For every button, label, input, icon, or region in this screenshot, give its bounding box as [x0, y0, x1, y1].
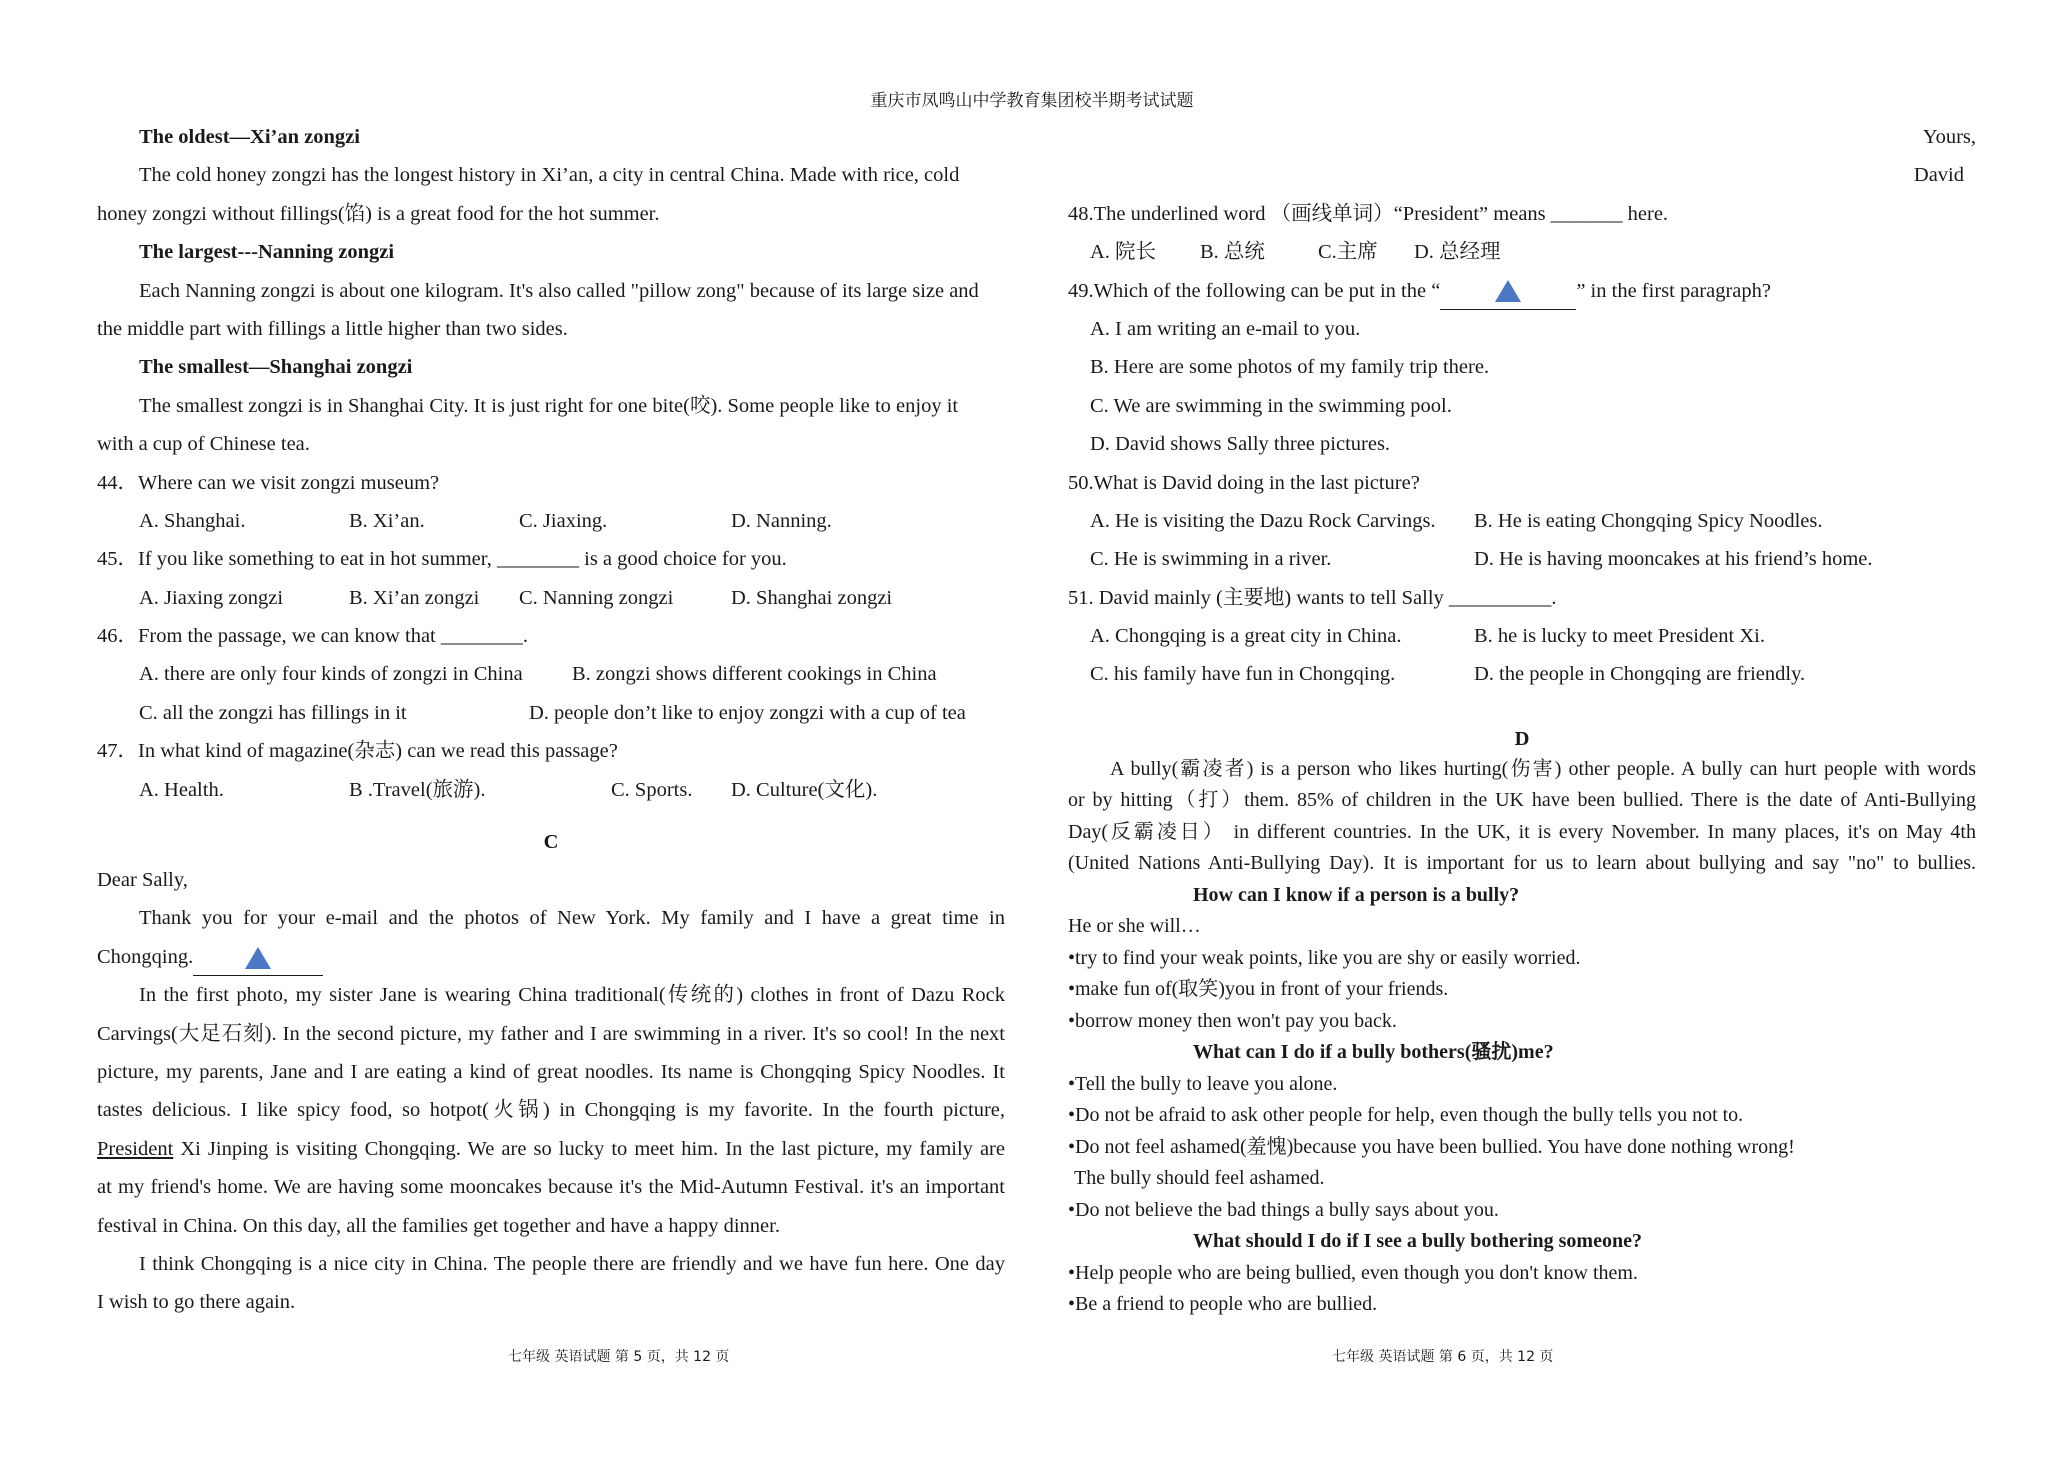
option: B. Xi’an.	[349, 509, 425, 532]
option: D. Shanghai zongzi	[731, 586, 893, 609]
option: B. Xi’an zongzi	[349, 586, 480, 609]
list-item: •try to find your weak points, like you are shy or easily worried.	[1068, 946, 1581, 969]
question-44: 44．Where can we visit zongzi museum?	[97, 471, 440, 494]
paragraph-line: I wish to go there again.	[97, 1291, 296, 1314]
option: D. Nanning.	[731, 509, 832, 532]
question-46-options	[97, 694, 1005, 732]
list-item: The bully should feel ashamed.	[1074, 1167, 1325, 1190]
letter-closing: Yours,	[1922, 126, 1976, 148]
paragraph-line	[97, 1130, 1005, 1168]
question-44-options	[97, 502, 1005, 540]
paragraph-line: In the first photo, my sister Jane is wearing China traditional(传统的) clothes in front of Dazu Rock	[139, 984, 1005, 1007]
option: D. 总经理	[1414, 241, 1501, 264]
option: D. the people in Chongqing are friendly.	[1474, 663, 1806, 686]
paragraph-line: honey zongzi without fillings(馅) is a great food for the hot summer.	[97, 202, 660, 225]
option: C. He is swimming in a river.	[1090, 548, 1332, 571]
option: A. Chongqing is a great city in China.	[1090, 625, 1402, 648]
page-footer-right: 七年级 英语试题 第 6 页，共 12 页	[1332, 1349, 1554, 1365]
subheading: How can I know if a person is a bully?	[1193, 883, 1520, 906]
paragraph-line: The smallest zongzi is in Shanghai City. It is just right for one bite(咬). Some people like to enjoy it	[139, 394, 959, 417]
question-45-options	[97, 579, 1005, 617]
question-49	[1068, 272, 1976, 310]
list-item: •make fun of(取笑)you in front of your friends.	[1068, 978, 1449, 1001]
question-51-options	[1068, 655, 1976, 693]
option: D. David shows Sally three pictures.	[1090, 433, 1391, 456]
right-column	[1068, 118, 1976, 1321]
paragraph-line: at my friend's home. We are having some mooncakes because it's the Mid-Autumn Festival. it's an important	[97, 1176, 1005, 1199]
option: A. Jiaxing zongzi	[139, 586, 284, 609]
paragraph-text: Xi Jinping is visiting Chongqing. We are so lucky to meet him. In the last picture, my family are	[173, 1137, 1005, 1160]
option: B .Travel(旅游).	[349, 778, 486, 801]
paragraph-text: Chongqing.	[97, 945, 194, 968]
option: C.主席	[1318, 241, 1378, 264]
option: C. We are swimming in the swimming pool.	[1090, 394, 1452, 417]
paragraph-line: Thank you for your e-mail and the photos of New York. My family and I have a great time in	[139, 907, 1005, 930]
question-47-options	[97, 771, 1005, 809]
list-item: •Help people who are being bullied, even though you don't know them.	[1068, 1261, 1638, 1284]
option: B. He is eating Chongqing Spicy Noodles.	[1474, 509, 1823, 532]
paragraph-line: A bully(霸凌者) is a person who likes hurting(伤害) other people. A bully can hurt people with words	[1110, 757, 1976, 780]
heading-largest: The largest---Nanning zongzi	[139, 241, 395, 264]
question-46-options	[97, 655, 1005, 693]
option: C. Jiaxing.	[519, 509, 608, 532]
option: D. Culture(文化).	[731, 778, 878, 801]
option: B. Here are some photos of my family trip there.	[1090, 356, 1490, 379]
paragraph-line: Carvings(大足石刻). In the second picture, my father and I are swimming in a river. It's so cool! In the next	[97, 1022, 1005, 1045]
subheading: What should I do if I see a bully bothering someone?	[1193, 1230, 1642, 1253]
question-text: ” in the first paragraph?	[1576, 279, 1771, 302]
option: C. his family have fun in Chongqing.	[1090, 663, 1396, 686]
option: B. he is lucky to meet President Xi.	[1474, 625, 1765, 648]
option: B. zongzi shows different cookings in China	[572, 663, 937, 686]
list-item: •Be a friend to people who are bullied.	[1068, 1293, 1378, 1316]
subheading: What can I do if a bully bothers(骚扰)me?	[1193, 1041, 1554, 1064]
question-50-options	[1068, 540, 1976, 578]
heading-oldest: The oldest—Xi’an zongzi	[139, 126, 360, 148]
paragraph-line: picture, my parents, Jane and I are eating a kind of great noodles. Its name is Chongqing Spicy Noodles. It	[97, 1060, 1005, 1083]
option: A. Health.	[139, 778, 224, 801]
question-text: 49.Which of the following can be put in the “	[1068, 279, 1441, 302]
letter-signature: David	[1913, 164, 1964, 187]
paragraph-line	[97, 938, 1005, 976]
question-46: 46．From the passage, we can know that ________.	[97, 625, 528, 648]
question-50: 50.What is David doing in the last picture?	[1068, 471, 1420, 494]
list-item: •Do not feel ashamed(羞愧)because you have been bullied. You have done nothing wrong!	[1068, 1135, 1795, 1158]
paragraph-line: I think Chongqing is a nice city in China. The people there are friendly and we have fun here. One day	[139, 1252, 1005, 1275]
option: C. Sports.	[611, 778, 693, 801]
option: A. Shanghai.	[139, 509, 246, 532]
left-column	[97, 118, 1005, 1322]
section-d-title: D	[1514, 727, 1530, 750]
paragraph-line: tastes delicious. I like spicy food, so hotpot(火锅) in Chongqing is my favorite. In the fourth picture,	[97, 1099, 1005, 1122]
section-d-body	[1068, 754, 1976, 1321]
paragraph-line: The cold honey zongzi has the longest history in Xi’an, a city in central China. Made with rice, cold	[139, 164, 960, 187]
option: D. people don’t like to enjoy zongzi with a cup of tea	[529, 701, 966, 724]
option: A. I am writing an e-mail to you.	[1090, 317, 1361, 340]
page-footer-left: 七年级 英语试题 第 5 页，共 12 页	[508, 1349, 730, 1365]
paragraph-line: or by hitting（打）them. 85% of children in the UK have been bullied. There is the date of Anti-Bullying	[1068, 789, 1976, 812]
triangle-marker-icon	[245, 947, 271, 969]
question-48: 48.The underlined word （画线单词）“President” means _______ here.	[1068, 202, 1669, 225]
paragraph-line: the middle part with fillings a little higher than two sides.	[97, 317, 568, 340]
section-c-title: C	[543, 831, 559, 854]
question-48-options	[1068, 233, 1976, 271]
option: A. He is visiting the Dazu Rock Carvings.	[1090, 509, 1436, 532]
option: B. 总统	[1200, 241, 1265, 264]
option: C. Nanning zongzi	[519, 586, 674, 609]
question-51-options	[1068, 617, 1976, 655]
list-item: •Do not believe the bad things a bully says about you.	[1068, 1198, 1499, 1221]
question-45: 45．If you like something to eat in hot summer, ________ is a good choice for you.	[97, 548, 787, 571]
list-item: •Do not be afraid to ask other people for help, even though the bully tells you not to.	[1068, 1104, 1744, 1127]
paragraph-line: Day(反霸凌日） in different countries. In the UK, it is every November. In many places, it's on May 4th	[1068, 820, 1976, 843]
letter-greeting: Dear Sally,	[97, 869, 188, 892]
paragraph-line: Each Nanning zongzi is about one kilogram. It's also called "pillow zong" because of its large size and	[139, 279, 979, 302]
option: D. He is having mooncakes at his friend’s home.	[1474, 548, 1873, 571]
question-51: 51. David mainly (主要地) wants to tell Sally __________.	[1068, 586, 1557, 609]
triangle-marker-icon	[1495, 280, 1521, 302]
answer-blank	[1440, 285, 1576, 310]
option: A. there are only four kinds of zongzi in China	[139, 663, 523, 686]
page-header: 重庆市凤鸣山中学教育集团校半期考试试题	[870, 91, 1194, 111]
paragraph-line: (United Nations Anti-Bullying Day). It is important for us to learn about bullying and say "no" to bullies.	[1068, 852, 1976, 875]
list-item: He or she will…	[1068, 915, 1201, 938]
paragraph-line: festival in China. On this day, all the families get together and have a happy dinner.	[97, 1214, 780, 1237]
list-item: •Tell the bully to leave you alone.	[1068, 1072, 1338, 1095]
option: A. 院长	[1090, 241, 1157, 264]
question-47: 47．In what kind of magazine(杂志) can we read this passage?	[97, 740, 618, 763]
answer-blank	[193, 951, 323, 976]
paragraph-line: with a cup of Chinese tea.	[97, 433, 310, 456]
list-item: •borrow money then won't pay you back.	[1068, 1009, 1397, 1032]
underlined-word: President	[97, 1137, 174, 1160]
option: C. all the zongzi has fillings in it	[139, 701, 407, 724]
heading-smallest: The smallest—Shanghai zongzi	[139, 356, 413, 379]
question-50-options	[1068, 502, 1976, 540]
